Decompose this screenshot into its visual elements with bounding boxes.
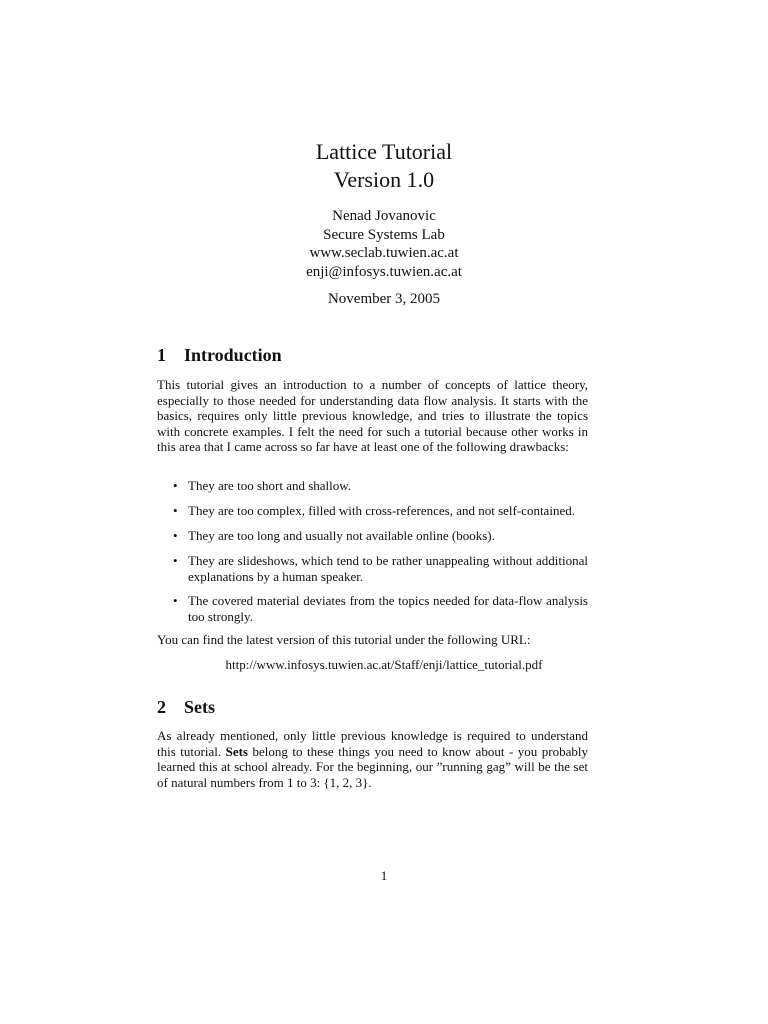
section-heading-sets (157, 696, 215, 718)
document-version: Version 1.0 (333, 167, 435, 192)
sets-paragraph-start: As already mentioned, only little previous knowledge is required to understand this tutorial. (157, 728, 588, 759)
author-website: www.seclab.tuwien.ac.at (309, 245, 459, 261)
url-intro: You can find the latest version of this tutorial under the following URL: (157, 632, 531, 647)
sets-keyword: Sets (225, 743, 248, 759)
list-item: They are slideshows, which tend to be rather unappealing without additional explanations by a human speaker. (188, 553, 588, 584)
section-number: 2 (157, 697, 166, 717)
author-name: Nenad Jovanovic (332, 208, 436, 224)
sets-paragraph-end: belong to these things you need to know about - you probably learned this at school already. For the beginning, our ”running gag” will be the set of natural numbers from 1 to 3: {1, 2, 3}. (157, 743, 588, 790)
title-block (0, 138, 768, 194)
author-email: enji@infosys.tuwien.ac.at (306, 263, 462, 280)
sets-paragraph (157, 728, 588, 790)
section-number: 1 (157, 345, 166, 365)
section-title: Sets (184, 697, 215, 717)
section-title: Introduction (184, 345, 282, 365)
document-date: November 3, 2005 (327, 291, 441, 307)
author-affiliation: Secure Systems Lab (323, 226, 445, 243)
bullet-marker: • (173, 478, 178, 493)
list-item: They are too long and usually not available online (books). (188, 528, 495, 543)
bullet-marker: • (173, 528, 178, 543)
list-item: They are too short and shallow. (188, 478, 352, 493)
list-item: They are too complex, filled with cross-references, and not self-contained. (188, 503, 575, 518)
page-number: 1 (380, 868, 388, 883)
bullet-marker: • (173, 553, 178, 568)
section-heading-introduction (157, 344, 282, 366)
list-item: The covered material deviates from the topics needed for data-flow analysis too strongly. (188, 593, 588, 624)
tutorial-url[interactable]: http://www.infosys.tuwien.ac.at/Staff/enji/lattice_tutorial.pdf (225, 657, 543, 672)
bullet-marker: • (173, 593, 178, 608)
author-block (0, 207, 768, 281)
document-title: Lattice Tutorial (315, 139, 453, 164)
intro-paragraph: This tutorial gives an introduction to a number of concepts of lattice theory, especially to those needed for understanding data flow analysis. It starts with the basics, requires only little previous knowledge, and tries to illustrate the topics with concrete examples. I felt the need for such a tutorial because other works in this area that I came across so far have at least one of the following drawbacks: (157, 377, 588, 455)
bullet-marker: • (173, 503, 178, 518)
